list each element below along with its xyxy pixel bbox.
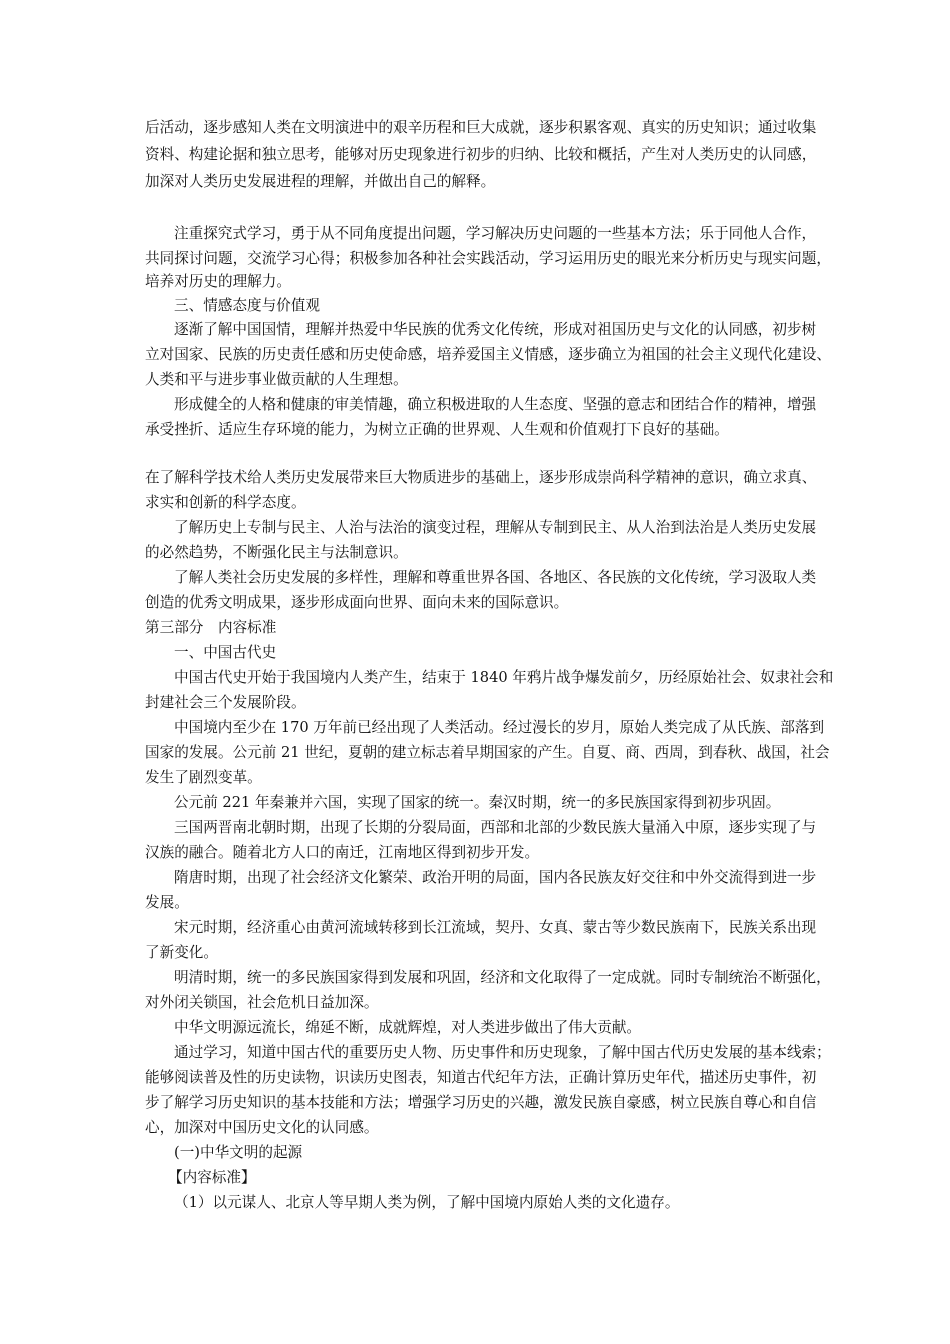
text-line: 后活动，逐步感知人类在文明演进中的艰辛历程和巨大成就，逐步积累客观、真实的历史知识；通过收集 xyxy=(145,119,817,136)
text-line: 在了解科学技术给人类历史发展带来巨大物质进步的基础上，逐步形成崇尚科学精神的意识，确立求真、 xyxy=(145,469,817,486)
text-line: 求实和创新的科学态度。 xyxy=(145,494,306,511)
text-line: 了解人类社会历史发展的多样性，理解和尊重世界各国、各地区、各民族的文化传统，学习汲取人类 xyxy=(174,569,817,586)
text-line: 承受挫折、适应生存环境的能力，为树立正确的世界观、人生观和价值观打下良好的基础。 xyxy=(145,421,729,438)
text-line: 中国古代史开始于我国境内人类产生，结束于 1840 年鸦片战争爆发前夕，历经原始社会、奴隶社会和 xyxy=(174,669,834,686)
subsection-heading: (一)中华文明的起源 xyxy=(174,1144,303,1161)
text-line: 了新变化。 xyxy=(145,944,218,961)
text-line: 对外闭关锁国，社会危机日益加深。 xyxy=(145,994,379,1011)
text-line: 资料、构建论据和独立思考，能够对历史现象进行初步的归纳、比较和概括，产生对人类历史的认同感， xyxy=(145,146,817,163)
section-heading: 三、情感态度与价值观 xyxy=(174,297,320,314)
text-line: 注重探究式学习，勇于从不同角度提出问题，学习解决历史问题的一些基本方法；乐于同他人合作， xyxy=(174,225,817,242)
text-line: 逐渐了解中国国情，理解并热爱中华民族的优秀文化传统，形成对祖国历史与文化的认同感，初步树 xyxy=(174,321,817,338)
text-line: 汉族的融合。随着北方人口的南迁，江南地区得到初步开发。 xyxy=(145,844,540,861)
text-line: 能够阅读普及性的历史读物，识读历史图表，知道古代纪年方法，正确计算历史年代，描述历史事件，初 xyxy=(145,1069,817,1086)
text-line: 人类和平与进步事业做贡献的人生理想。 xyxy=(145,371,408,388)
text-line: 培养对历史的理解力。 xyxy=(145,273,291,290)
text-line: 通过学习，知道中国古代的重要历史人物、历史事件和历史现象，了解中国古代历史发展的基本线索； xyxy=(174,1044,831,1061)
text-line: 国家的发展。公元前 21 世纪，夏朝的建立标志着早期国家的产生。自夏、商、西周，到春秋、战国，社会 xyxy=(145,744,830,761)
text-line: 三国两晋南北朝时期，出现了长期的分裂局面，西部和北部的少数民族大量涌入中原，逐步实现了与 xyxy=(174,819,817,836)
text-line: 明清时期，统一的多民族国家得到发展和巩固，经济和文化取得了一定成就。同时专制统治不断强化， xyxy=(174,969,831,986)
text-line: 中华文明源远流长，绵延不断，成就辉煌，对人类进步做出了伟大贡献。 xyxy=(174,1019,642,1036)
text-line: 隋唐时期，出现了社会经济文化繁荣、政治开明的局面，国内各民族友好交往和中外交流得到进一步 xyxy=(174,869,817,886)
text-line: 创造的优秀文明成果，逐步形成面向世界、面向未来的国际意识。 xyxy=(145,594,569,611)
text-line: 的必然趋势，不断强化民主与法制意识。 xyxy=(145,544,408,561)
part-heading: 第三部分 内容标准 xyxy=(145,619,277,636)
text-line: 中国境内至少在 170 万年前已经出现了人类活动。经过漫长的岁月，原始人类完成了从氏族、部落到 xyxy=(174,719,825,736)
list-item: （1）以元谋人、北京人等早期人类为例，了解中国境内原始人类的文化遗存。 xyxy=(174,1194,680,1211)
text-line: 加深对人类历史发展进程的理解，并做出自己的解释。 xyxy=(145,173,496,190)
text-line: 立对国家、民族的历史责任感和历史使命感，培养爱国主义情感，逐步确立为祖国的社会主义现代化建设、 xyxy=(145,346,831,363)
text-line: 心，加深对中国历史文化的认同感。 xyxy=(145,1119,379,1136)
text-line: 发生了剧烈变革。 xyxy=(145,769,262,786)
text-line: 封建社会三个发展阶段。 xyxy=(145,694,306,711)
text-line: 形成健全的人格和健康的审美情趣，确立积极进取的人生态度、坚强的意志和团结合作的精神，增强 xyxy=(174,396,817,413)
text-line: 共同探讨问题，交流学习心得；积极参加各种社会实践活动，学习运用历史的眼光来分析历史与现实问题， xyxy=(145,250,831,267)
text-line: 宋元时期，经济重心由黄河流域转移到长江流域，契丹、女真、蒙古等少数民族南下，民族关系出现 xyxy=(174,919,817,936)
text-line: 发展。 xyxy=(145,894,189,911)
text-line: 步了解学习历史知识的基本技能和方法；增强学习历史的兴趣，激发民族自豪感，树立民族自尊心和自信 xyxy=(145,1094,817,1111)
text-line: 公元前 221 年秦兼并六国，实现了国家的统一。秦汉时期，统一的多民族国家得到初步巩固。 xyxy=(174,794,781,811)
section-heading: 一、中国古代史 xyxy=(174,644,277,661)
content-standard-label: 【内容标准】 xyxy=(168,1169,256,1186)
text-line: 了解历史上专制与民主、人治与法治的演变过程，理解从专制到民主、从人治到法治是人类历史发展 xyxy=(174,519,817,536)
